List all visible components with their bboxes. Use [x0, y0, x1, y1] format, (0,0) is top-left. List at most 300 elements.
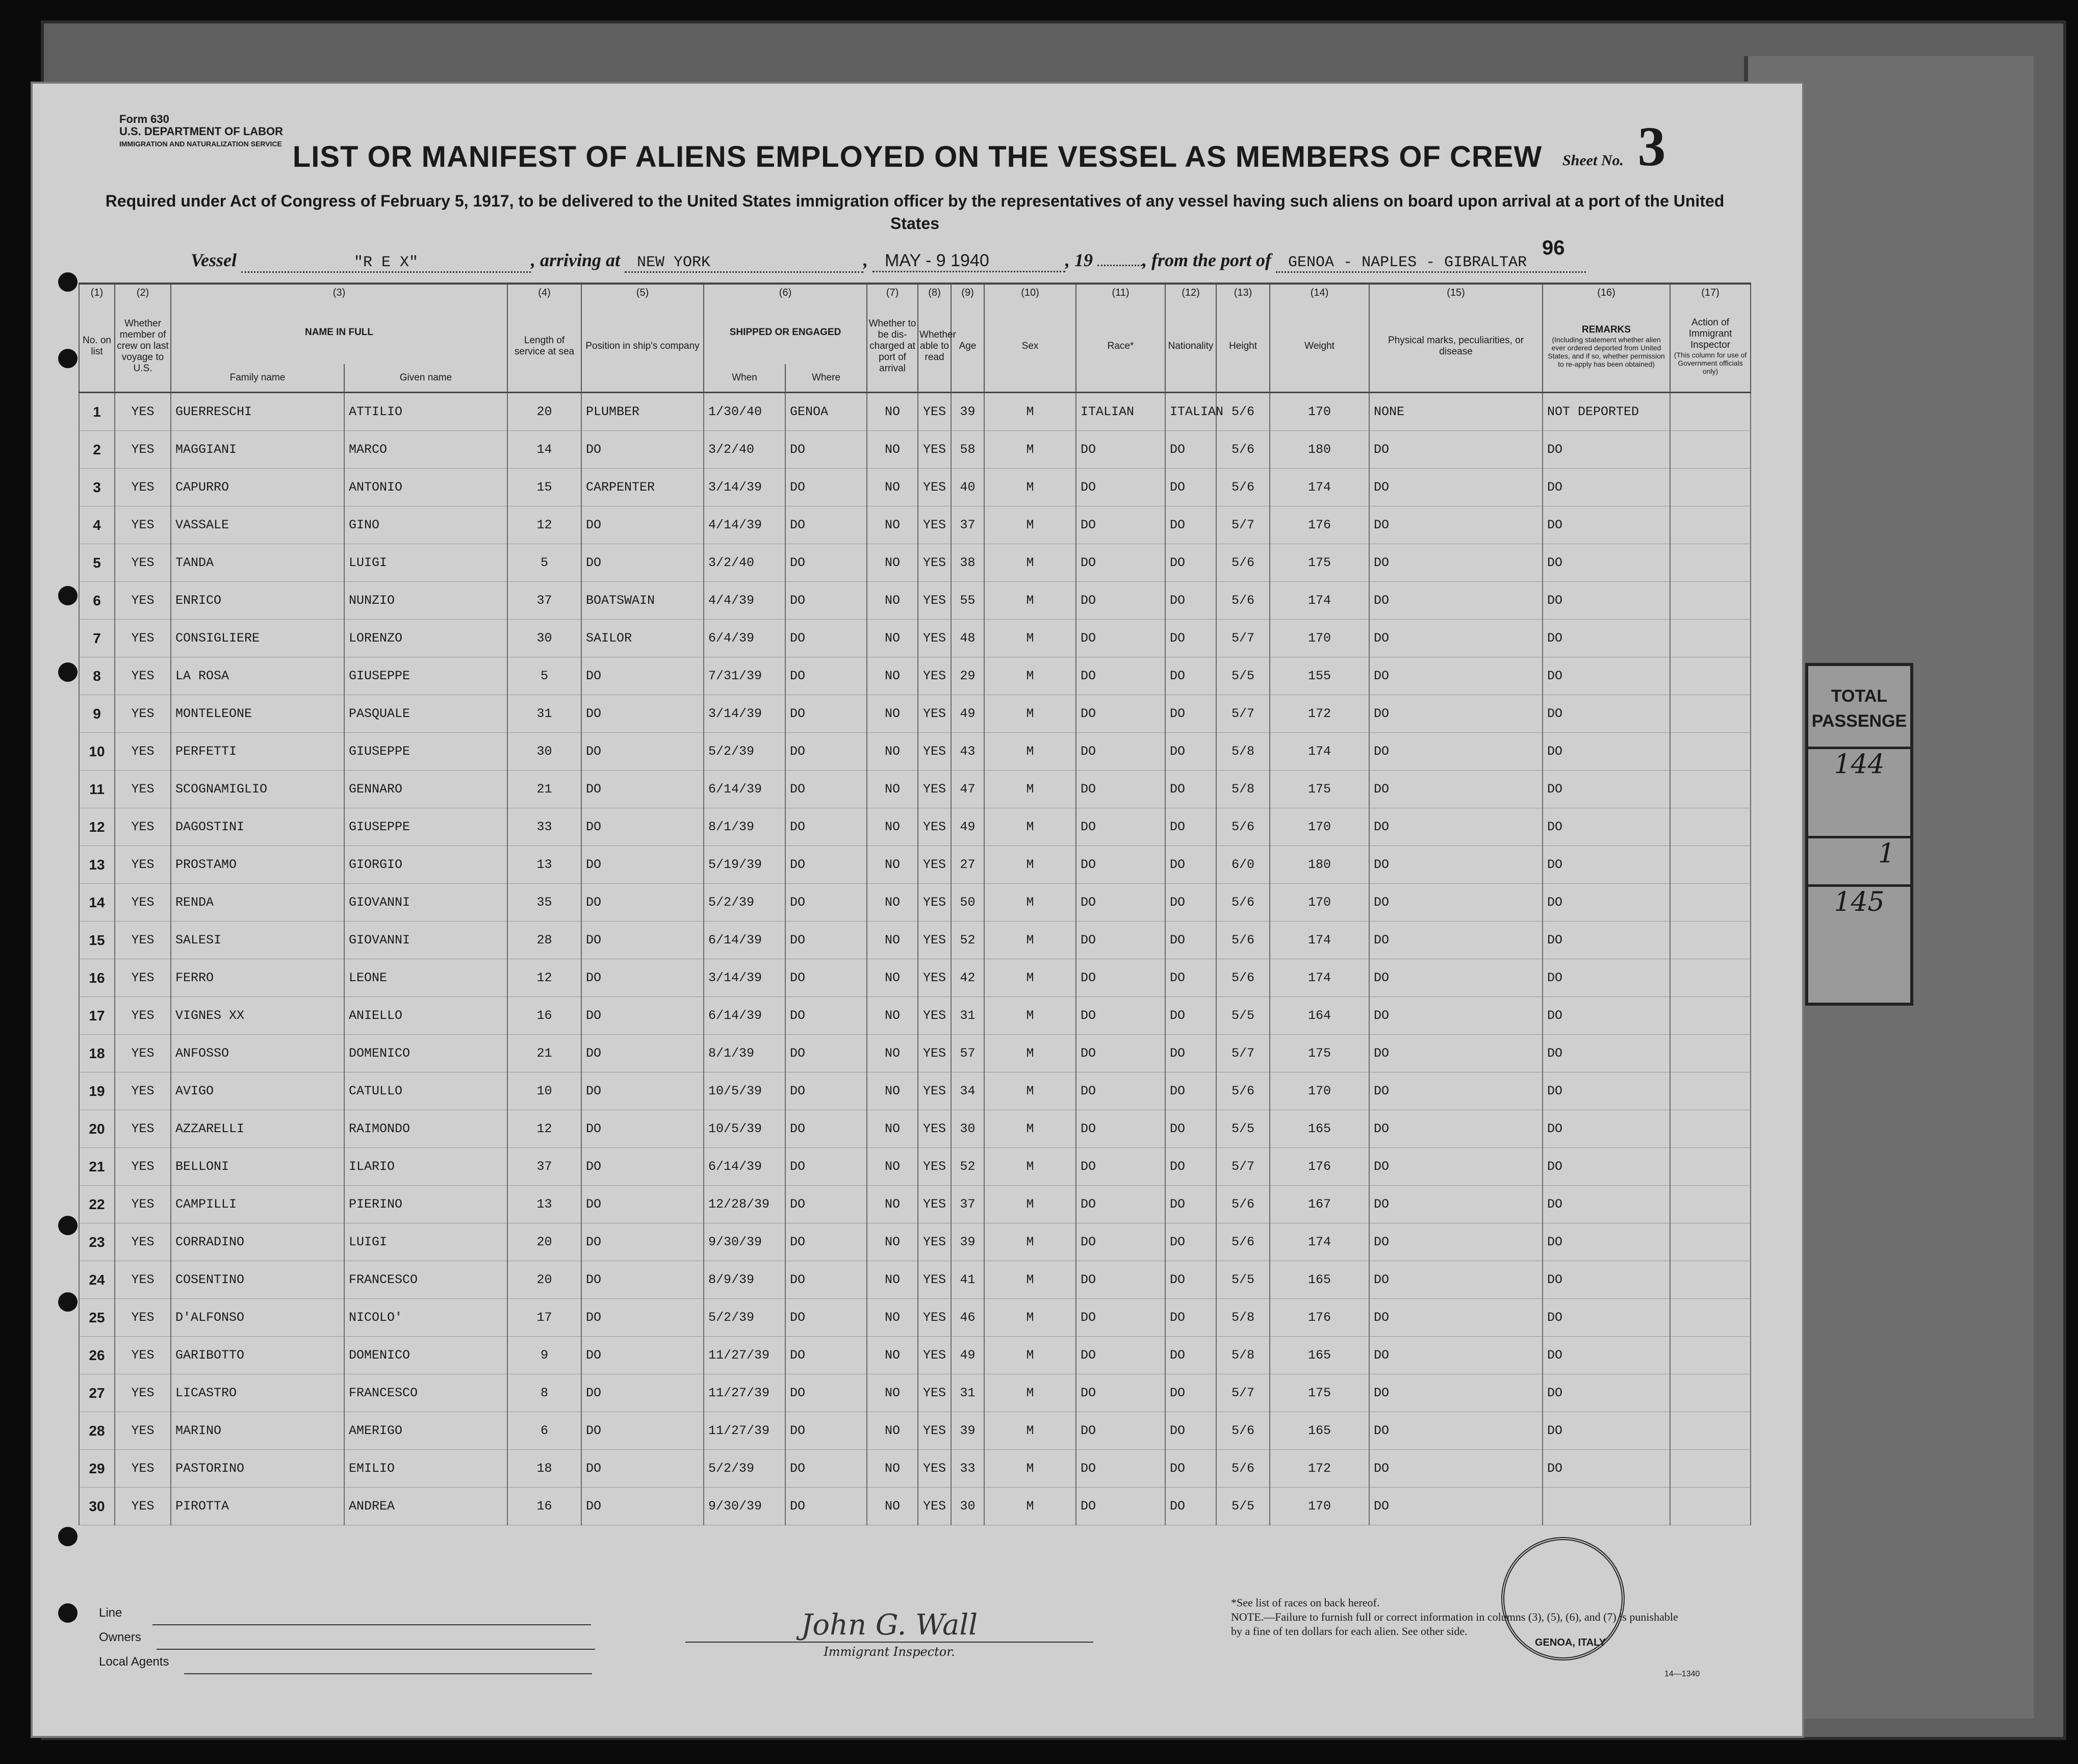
to-be-discharged: NO [867, 1299, 918, 1337]
able-to-read: YES [918, 808, 951, 846]
given-name: ANDREA [344, 1488, 507, 1525]
physical-marks: DO [1369, 1035, 1543, 1072]
shipped-where: DO [785, 1261, 867, 1299]
physical-marks: DO [1369, 1412, 1543, 1450]
weight: 155 [1270, 657, 1369, 695]
row-number: 10 [79, 733, 115, 771]
length-of-service: 20 [507, 393, 581, 431]
physical-marks: DO [1369, 733, 1543, 771]
race: DO [1076, 582, 1165, 620]
shipped-when: 1/30/40 [704, 393, 785, 431]
table-row [79, 1148, 1751, 1186]
row-number: 14 [79, 884, 115, 922]
member-last-voyage: YES [115, 997, 171, 1035]
table-row [79, 1488, 1751, 1525]
punch-hole [58, 662, 78, 682]
family-name: MONTELEONE [171, 695, 344, 733]
header-no-on-list: No. on list [79, 301, 115, 393]
weight: 172 [1270, 695, 1369, 733]
nationality: DO [1165, 1261, 1216, 1299]
nationality: DO [1165, 657, 1216, 695]
row-number: 2 [79, 431, 115, 469]
row-number: 15 [79, 922, 115, 959]
remarks: DO [1543, 1374, 1670, 1412]
tally-passengers-label: PASSENGE [1811, 711, 1907, 731]
nationality: DO [1165, 1450, 1216, 1488]
sex: M [984, 620, 1076, 657]
to-be-discharged: NO [867, 884, 918, 922]
given-name: FRANCESCO [344, 1374, 507, 1412]
row-number: 22 [79, 1186, 115, 1223]
weight: 180 [1270, 846, 1369, 884]
family-name: VASSALE [171, 506, 344, 544]
height: 5/7 [1216, 1148, 1270, 1186]
family-name: LICASTRO [171, 1374, 344, 1412]
member-last-voyage: YES [115, 1374, 171, 1412]
given-name: LEONE [344, 959, 507, 997]
physical-marks: DO [1369, 1072, 1543, 1110]
family-name: CAMPILLI [171, 1186, 344, 1223]
inspector-action [1670, 1450, 1751, 1488]
to-be-discharged: NO [867, 959, 918, 997]
position: BOATSWAIN [581, 582, 704, 620]
remarks: DO [1543, 506, 1670, 544]
remarks: DO [1543, 1223, 1670, 1261]
age: 30 [951, 1110, 984, 1148]
tally-value-2: 1 [1878, 838, 1895, 869]
able-to-read: YES [918, 1412, 951, 1450]
department: U.S. DEPARTMENT OF LABOR [119, 125, 284, 138]
race: DO [1076, 1299, 1165, 1337]
member-last-voyage: YES [115, 959, 171, 997]
remarks: DO [1543, 1072, 1670, 1110]
given-name: PIERINO [344, 1186, 507, 1223]
header-shipped: SHIPPED OR ENGAGED [704, 301, 867, 364]
member-last-voyage: YES [115, 506, 171, 544]
length-of-service: 31 [507, 695, 581, 733]
physical-marks: DO [1369, 506, 1543, 544]
race: DO [1076, 1374, 1165, 1412]
physical-marks: DO [1369, 1110, 1543, 1148]
colnum: (16) [1543, 284, 1670, 301]
length-of-service: 33 [507, 808, 581, 846]
table-row [79, 959, 1751, 997]
weight: 175 [1270, 1035, 1369, 1072]
shipped-where: DO [785, 884, 867, 922]
given-name: CATULLO [344, 1072, 507, 1110]
footer-agents-field [99, 1650, 595, 1674]
physical-marks: DO [1369, 1374, 1543, 1412]
footer-owners-field [99, 1625, 595, 1650]
to-be-discharged: NO [867, 922, 918, 959]
physical-marks: DO [1369, 544, 1543, 582]
age: 52 [951, 1148, 984, 1186]
agents-label: Local Agents [99, 1655, 169, 1669]
nationality: DO [1165, 695, 1216, 733]
height: 5/5 [1216, 1488, 1270, 1525]
height: 5/5 [1216, 1261, 1270, 1299]
nationality: DO [1165, 1488, 1216, 1525]
shipped-when: 8/9/39 [704, 1261, 785, 1299]
nationality: ITALIAN [1165, 393, 1216, 431]
nationality: DO [1165, 506, 1216, 544]
family-name: PASTORINO [171, 1450, 344, 1488]
length-of-service: 12 [507, 506, 581, 544]
row-number: 28 [79, 1412, 115, 1450]
remarks: DO [1543, 582, 1670, 620]
weight: 164 [1270, 997, 1369, 1035]
given-name: AMERIGO [344, 1412, 507, 1450]
nationality: DO [1165, 997, 1216, 1035]
family-name: PIROTTA [171, 1488, 344, 1525]
inspector-action [1670, 771, 1751, 808]
age: 38 [951, 544, 984, 582]
shipped-where: DO [785, 997, 867, 1035]
length-of-service: 17 [507, 1299, 581, 1337]
remarks: DO [1543, 959, 1670, 997]
height: 5/5 [1216, 997, 1270, 1035]
shipped-when: 6/14/39 [704, 997, 785, 1035]
shipped-when: 8/1/39 [704, 808, 785, 846]
nationality: DO [1165, 1299, 1216, 1337]
shipped-where: DO [785, 582, 867, 620]
given-name: DOMENICO [344, 1337, 507, 1374]
colnum: (5) [581, 284, 704, 301]
colnum: (14) [1270, 284, 1369, 301]
position: DO [581, 431, 704, 469]
family-name: LA ROSA [171, 657, 344, 695]
page-title: LIST OR MANIFEST OF ALIENS EMPLOYED ON THE VESSEL AS MEMBERS OF CREW [292, 140, 1543, 173]
colnum: (6) [704, 284, 867, 301]
family-name: D'ALFONSO [171, 1299, 344, 1337]
race: DO [1076, 808, 1165, 846]
colnum: (11) [1076, 284, 1165, 301]
line-label: Line [99, 1606, 122, 1620]
length-of-service: 37 [507, 582, 581, 620]
able-to-read: YES [918, 544, 951, 582]
position: DO [581, 846, 704, 884]
vessel-label: Vessel [191, 250, 237, 270]
age: 49 [951, 808, 984, 846]
length-of-service: 30 [507, 733, 581, 771]
race: DO [1076, 1148, 1165, 1186]
sex: M [984, 1299, 1076, 1337]
nationality: DO [1165, 1110, 1216, 1148]
sex: M [984, 1110, 1076, 1148]
able-to-read: YES [918, 1337, 951, 1374]
weight: 176 [1270, 1148, 1369, 1186]
to-be-discharged: NO [867, 808, 918, 846]
table-row [79, 1412, 1751, 1450]
sex: M [984, 1450, 1076, 1488]
inspector-signature-block [685, 1608, 1093, 1659]
remarks: DO [1543, 431, 1670, 469]
inspector-action [1670, 1148, 1751, 1186]
race: DO [1076, 884, 1165, 922]
family-name: AZZARELLI [171, 1110, 344, 1148]
shipped-where: DO [785, 959, 867, 997]
age: 39 [951, 393, 984, 431]
row-number: 5 [79, 544, 115, 582]
family-name: BELLONI [171, 1148, 344, 1186]
position: DO [581, 922, 704, 959]
shipped-when: 5/2/39 [704, 884, 785, 922]
shipped-where: DO [785, 1148, 867, 1186]
header-height: Height [1216, 301, 1270, 393]
family-name: SCOGNAMIGLIO [171, 771, 344, 808]
age: 37 [951, 506, 984, 544]
sex: M [984, 1148, 1076, 1186]
shipped-when: 4/4/39 [704, 582, 785, 620]
table-row [79, 431, 1751, 469]
able-to-read: YES [918, 884, 951, 922]
shipped-when: 3/14/39 [704, 695, 785, 733]
table-row [79, 1072, 1751, 1110]
table-row [79, 1261, 1751, 1299]
weight: 180 [1270, 431, 1369, 469]
given-name: GIUSEPPE [344, 808, 507, 846]
table-row [79, 1337, 1751, 1374]
row-number: 1 [79, 393, 115, 431]
physical-marks: DO [1369, 582, 1543, 620]
age: 27 [951, 846, 984, 884]
able-to-read: YES [918, 1261, 951, 1299]
inspector-action [1670, 997, 1751, 1035]
shipped-when: 6/14/39 [704, 771, 785, 808]
length-of-service: 16 [507, 1488, 581, 1525]
able-to-read: YES [918, 393, 951, 431]
remarks: DO [1543, 657, 1670, 695]
table-row [79, 1374, 1751, 1412]
able-to-read: YES [918, 1110, 951, 1148]
age: 48 [951, 620, 984, 657]
height: 5/6 [1216, 1186, 1270, 1223]
to-be-discharged: NO [867, 657, 918, 695]
family-name: CORRADINO [171, 1223, 344, 1261]
row-number: 16 [79, 959, 115, 997]
shipped-where: DO [785, 695, 867, 733]
member-last-voyage: YES [115, 1488, 171, 1525]
shipped-where: DO [785, 620, 867, 657]
remarks: DO [1543, 695, 1670, 733]
length-of-service: 13 [507, 846, 581, 884]
height: 5/6 [1216, 884, 1270, 922]
weight: 165 [1270, 1110, 1369, 1148]
nationality: DO [1165, 1374, 1216, 1412]
shipped-when: 5/2/39 [704, 1450, 785, 1488]
age: 49 [951, 695, 984, 733]
given-name: NUNZIO [344, 582, 507, 620]
position: SAILOR [581, 620, 704, 657]
table-row [79, 544, 1751, 582]
height: 5/8 [1216, 771, 1270, 808]
member-last-voyage: YES [115, 733, 171, 771]
arriving-label: arriving at [540, 250, 621, 270]
arrival-date: MAY - 9 1940 [873, 251, 1065, 272]
remarks: DO [1543, 884, 1670, 922]
to-be-discharged: NO [867, 1412, 918, 1450]
shipped-where: DO [785, 1035, 867, 1072]
physical-marks: DO [1369, 808, 1543, 846]
colnum: (12) [1165, 284, 1216, 301]
race: DO [1076, 733, 1165, 771]
shipped-where: DO [785, 808, 867, 846]
header-remarks-note: (Including statement whether alien ever ordered deported from United States, and if so, whether permission to re-apply has been obtained) [1548, 336, 1665, 368]
race: DO [1076, 959, 1165, 997]
header-action-note: (This column for use of Government officials only) [1674, 351, 1747, 375]
service-name: IMMIGRATION AND NATURALIZATION SERVICE [119, 140, 282, 148]
sex: M [984, 846, 1076, 884]
able-to-read: YES [918, 1450, 951, 1488]
able-to-read: YES [918, 1223, 951, 1261]
family-name: GARIBOTTO [171, 1337, 344, 1374]
sex: M [984, 1337, 1076, 1374]
header-remarks [1543, 301, 1670, 393]
age: 39 [951, 1412, 984, 1450]
given-name: GIORGIO [344, 846, 507, 884]
to-be-discharged: NO [867, 997, 918, 1035]
table-row [79, 620, 1751, 657]
remarks: DO [1543, 771, 1670, 808]
age: 41 [951, 1261, 984, 1299]
nationality: DO [1165, 884, 1216, 922]
colnum: (4) [507, 284, 581, 301]
physical-marks: DO [1369, 657, 1543, 695]
race: DO [1076, 1223, 1165, 1261]
length-of-service: 13 [507, 1186, 581, 1223]
colnum: (17) [1670, 284, 1751, 301]
able-to-read: YES [918, 431, 951, 469]
to-be-discharged: NO [867, 1223, 918, 1261]
inspector-action [1670, 846, 1751, 884]
vessel-name: "R E X" [241, 254, 531, 273]
member-last-voyage: YES [115, 1450, 171, 1488]
able-to-read: YES [918, 1148, 951, 1186]
length-of-service: 6 [507, 1412, 581, 1450]
length-of-service: 5 [507, 544, 581, 582]
shipped-when: 8/1/39 [704, 1035, 785, 1072]
member-last-voyage: YES [115, 1223, 171, 1261]
table-row [79, 1299, 1751, 1337]
weight: 175 [1270, 1374, 1369, 1412]
sex: M [984, 431, 1076, 469]
age: 46 [951, 1299, 984, 1337]
row-number: 19 [79, 1072, 115, 1110]
manifest-sheet [31, 82, 1804, 1738]
table-row [79, 1450, 1751, 1488]
member-last-voyage: YES [115, 695, 171, 733]
shipped-where: GENOA [785, 393, 867, 431]
nationality: DO [1165, 620, 1216, 657]
remarks: DO [1543, 620, 1670, 657]
shipped-where: DO [785, 771, 867, 808]
table-row [79, 1035, 1751, 1072]
inspector-action [1670, 733, 1751, 771]
shipped-when: 3/2/40 [704, 544, 785, 582]
position: DO [581, 1110, 704, 1148]
weight: 174 [1270, 1223, 1369, 1261]
age: 30 [951, 1488, 984, 1525]
header-length-of-service: Length of service at sea [507, 301, 581, 393]
age: 43 [951, 733, 984, 771]
height: 5/5 [1216, 657, 1270, 695]
family-name: TANDA [171, 544, 344, 582]
row-number: 4 [79, 506, 115, 544]
height: 5/7 [1216, 1374, 1270, 1412]
height: 5/7 [1216, 1035, 1270, 1072]
punch-hole [58, 1292, 78, 1312]
sex: M [984, 1072, 1076, 1110]
length-of-service: 12 [507, 1110, 581, 1148]
height: 5/5 [1216, 1110, 1270, 1148]
nationality: DO [1165, 1035, 1216, 1072]
to-be-discharged: NO [867, 846, 918, 884]
to-be-discharged: NO [867, 771, 918, 808]
physical-marks: DO [1369, 997, 1543, 1035]
family-name: MAGGIANI [171, 431, 344, 469]
sex: M [984, 884, 1076, 922]
position: DO [581, 884, 704, 922]
position: DO [581, 1072, 704, 1110]
position: DO [581, 1261, 704, 1299]
weight: 175 [1270, 771, 1369, 808]
position: DO [581, 1374, 704, 1412]
remarks: DO [1543, 469, 1670, 506]
inspector-action [1670, 1337, 1751, 1374]
weight: 165 [1270, 1412, 1369, 1450]
to-be-discharged: NO [867, 506, 918, 544]
to-be-discharged: NO [867, 695, 918, 733]
physical-marks: DO [1369, 846, 1543, 884]
remarks: DO [1543, 733, 1670, 771]
height: 5/7 [1216, 695, 1270, 733]
owners-label: Owners [99, 1630, 141, 1644]
nationality: DO [1165, 1186, 1216, 1223]
member-last-voyage: YES [115, 1148, 171, 1186]
given-name: GIOVANNI [344, 922, 507, 959]
sex: M [984, 771, 1076, 808]
remarks: DO [1543, 1261, 1670, 1299]
nationality: DO [1165, 1148, 1216, 1186]
stamp-number: 96 [1542, 237, 1565, 259]
inspector-action [1670, 506, 1751, 544]
weight: 165 [1270, 1337, 1369, 1374]
length-of-service: 10 [507, 1072, 581, 1110]
to-be-discharged: NO [867, 1110, 918, 1148]
member-last-voyage: YES [115, 1412, 171, 1450]
height: 5/8 [1216, 1299, 1270, 1337]
member-last-voyage: YES [115, 1072, 171, 1110]
shipped-when: 5/19/39 [704, 846, 785, 884]
shipped-where: DO [785, 1412, 867, 1450]
row-number: 23 [79, 1223, 115, 1261]
remarks: DO [1543, 544, 1670, 582]
remarks: NOT DEPORTED [1543, 393, 1670, 431]
shipped-where: DO [785, 1337, 867, 1374]
table-row [79, 1110, 1751, 1148]
race: DO [1076, 431, 1165, 469]
height: 5/6 [1216, 1223, 1270, 1261]
able-to-read: YES [918, 733, 951, 771]
physical-marks: DO [1369, 1223, 1543, 1261]
position: DO [581, 506, 704, 544]
penalty-note: NOTE.—Failure to furnish full or correct information in columns (3), (5), (6), and (7) is punishable by a fine of ten dollars for each alien. See other side. [1231, 1610, 1678, 1638]
remarks: DO [1543, 1299, 1670, 1337]
position: DO [581, 771, 704, 808]
row-number: 27 [79, 1374, 115, 1412]
row-number: 8 [79, 657, 115, 695]
height: 5/7 [1216, 506, 1270, 544]
